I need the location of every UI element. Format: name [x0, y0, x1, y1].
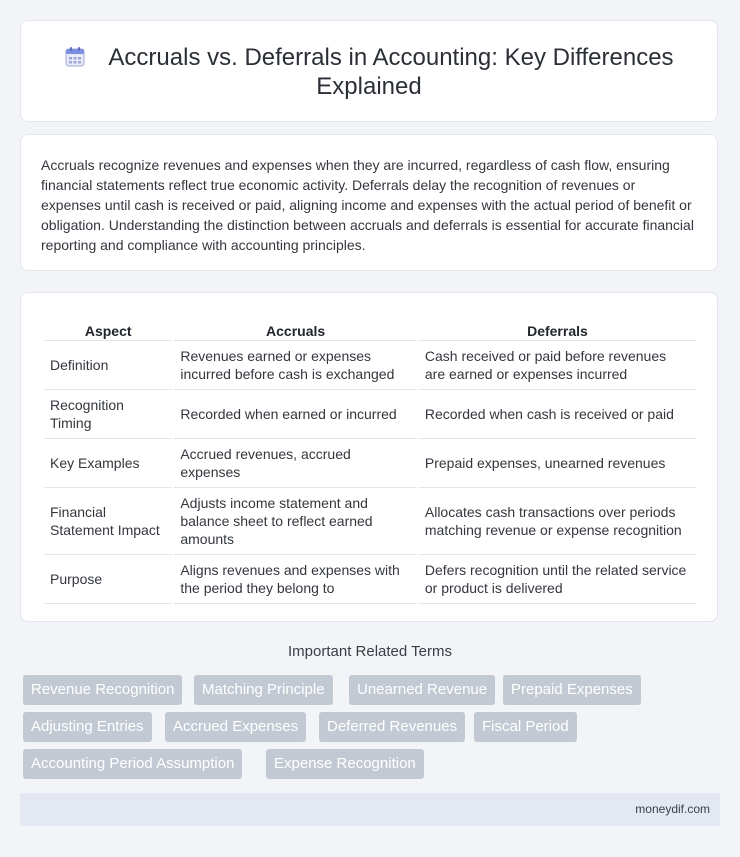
row-aspect: Definition [44, 341, 172, 390]
header-aspect: Aspect [44, 313, 172, 341]
tag-expense-recognition[interactable]: Expense Recognition [266, 749, 424, 779]
tag-prepaid-expenses[interactable]: Prepaid Expenses [503, 675, 641, 705]
comparison-table [42, 313, 698, 604]
tag-accounting-period-assumption[interactable]: Accounting Period Assumption [23, 749, 242, 779]
tag-revenue-recognition[interactable]: Revenue Recognition [23, 675, 182, 705]
row-accruals: Aligns revenues and expenses with the period they belong to [174, 555, 417, 604]
tag-fiscal-period[interactable]: Fiscal Period [474, 712, 577, 742]
calendar-icon [64, 46, 86, 68]
row-aspect: Purpose [44, 555, 172, 604]
related-terms-title: Important Related Terms [288, 643, 452, 660]
row-accruals: Recorded when earned or incurred [174, 390, 417, 439]
row-accruals: Accrued revenues, accrued expenses [174, 439, 417, 488]
row-aspect: Key Examples [44, 439, 172, 488]
row-aspect: Recognition Timing [44, 390, 172, 439]
table-row [44, 555, 696, 604]
header-accruals: Accruals [174, 313, 417, 341]
table-row [44, 390, 696, 439]
row-deferrals: Allocates cash transactions over periods matching revenue or expense recognition [419, 488, 696, 555]
intro-card [20, 134, 718, 271]
title-line-1: Accruals vs. Deferrals in Accounting: Key Differences [108, 44, 674, 71]
row-deferrals: Cash received or paid before revenues are earned or expenses incurred [419, 341, 696, 390]
table-row [44, 439, 696, 488]
row-accruals: Revenues earned or expenses incurred before cash is exchanged [174, 341, 417, 390]
row-deferrals: Prepaid expenses, unearned revenues [419, 439, 696, 488]
tag-accrued-expenses[interactable]: Accrued Expenses [165, 712, 306, 742]
table-header-row [44, 313, 696, 341]
title-line-2: Explained [316, 73, 422, 100]
footer-site[interactable]: moneydif.com [635, 802, 710, 816]
row-deferrals: Recorded when cash is received or paid [419, 390, 696, 439]
comparison-card [20, 292, 718, 622]
tag-matching-principle[interactable]: Matching Principle [194, 675, 333, 705]
intro-paragraph: Accruals recognize revenues and expenses when they are incurred, regardless of cash flow, ensuring financial statements reflect true economic activity. Deferrals delay the recognition of revenues or expenses until cash is received or paid, aligning income and expenses with the actual period of benefit or obligation. Understanding the distinction between accruals and deferrals is essential for accurate financial reporting and compliance with accounting principles. [41, 157, 694, 253]
tag-deferred-revenues[interactable]: Deferred Revenues [319, 712, 465, 742]
table-row [44, 488, 696, 555]
table-row [44, 341, 696, 390]
page-title [21, 43, 717, 101]
row-aspect: Financial Statement Impact [44, 488, 172, 555]
row-deferrals: Defers recognition until the related service or product is delivered [419, 555, 696, 604]
header-deferrals: Deferrals [419, 313, 696, 341]
tag-unearned-revenue[interactable]: Unearned Revenue [349, 675, 495, 705]
row-accruals: Adjusts income statement and balance sheet to reflect earned amounts [174, 488, 417, 555]
footer [20, 793, 720, 826]
title-card [20, 20, 718, 122]
tag-adjusting-entries[interactable]: Adjusting Entries [23, 712, 152, 742]
